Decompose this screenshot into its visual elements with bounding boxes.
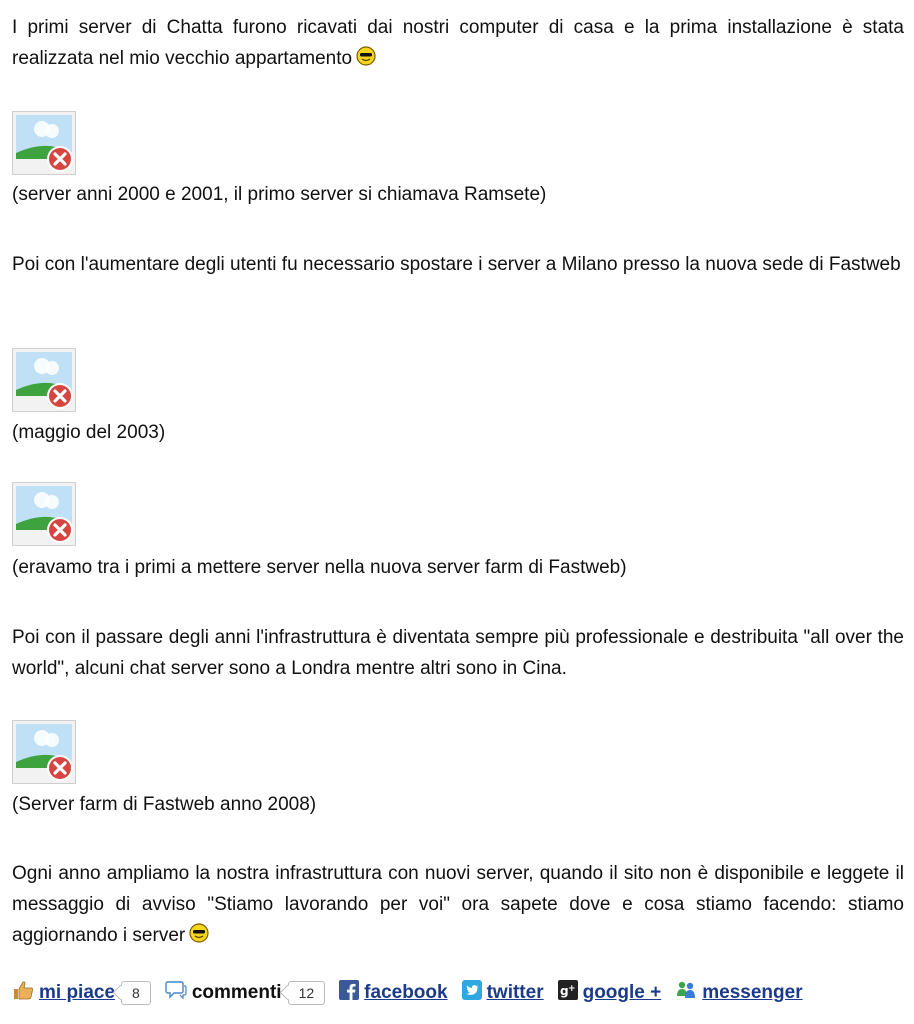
comments-action (165, 980, 325, 1006)
thumbs-up-icon (12, 980, 34, 1006)
image-caption: (eravamo tra i primi a mettere server nella nuova server farm di Fastweb) (12, 557, 627, 578)
comments-label[interactable]: commenti (191, 982, 282, 1003)
like-link[interactable]: mi piace (39, 982, 116, 1003)
svg-text:g: g (559, 984, 569, 998)
paragraph-intro (12, 12, 904, 76)
image-caption: (Server farm di Fastweb anno 2008) (12, 794, 317, 815)
facebook-icon (339, 980, 359, 1006)
facebook-link[interactable]: facebook (364, 982, 448, 1003)
image-caption: (server anni 2000 e 2001, il primo server si chiamava Ramsete) (12, 184, 547, 205)
twitter-link[interactable]: twitter (486, 982, 544, 1003)
svg-text:+: + (567, 984, 576, 994)
paragraph-closing (12, 858, 904, 953)
messenger-link[interactable]: messenger (702, 982, 803, 1003)
cool-smiley-icon (356, 45, 376, 76)
like-action (12, 980, 151, 1006)
facebook-action (339, 980, 447, 1006)
paragraph-infrastructure: Poi con il passare degli anni l'infrastruttura è diventata sempre più professionale e destribuita "all over the world", alcuni chat server sono a Londra mentre altri sono in Cina. (12, 627, 904, 679)
broken-image-icon (12, 348, 76, 412)
broken-image-icon (12, 720, 76, 784)
messenger-action (675, 980, 802, 1006)
paragraph-milano: Poi con l'aumentare degli utenti fu necessario spostare i server a Milano presso la nuova sede di Fastweb (12, 254, 901, 275)
comments-count-badge: 12 (288, 981, 326, 1005)
google-plus-icon (558, 980, 578, 1006)
cool-smiley-icon (189, 922, 209, 953)
paragraph-intro-text: I primi server di Chatta furono ricavati dai nostri computer di casa e la prima installazione è stata realizzata nel mio vecchio appartamento (12, 17, 904, 69)
messenger-buddies-icon (675, 980, 697, 1006)
twitter-icon (462, 980, 482, 1006)
broken-image-icon (12, 111, 76, 175)
twitter-action (462, 980, 544, 1006)
social-actions-bar (12, 978, 817, 1008)
google-plus-link[interactable]: google + (582, 982, 662, 1003)
google-plus-action (558, 980, 662, 1006)
speech-bubble-icon (165, 980, 187, 1006)
like-count-badge: 8 (121, 981, 151, 1005)
image-caption: (maggio del 2003) (12, 422, 166, 443)
broken-image-icon (12, 482, 76, 546)
paragraph-closing-text: Ogni anno ampliamo la nostra infrastruttura con nuovi server, quando il sito non è disponibile e leggete il messaggio di avviso "Stiamo lavorando per voi" ora sapete dove e cosa stiamo facendo: stiamo aggiornando i server (12, 863, 904, 946)
